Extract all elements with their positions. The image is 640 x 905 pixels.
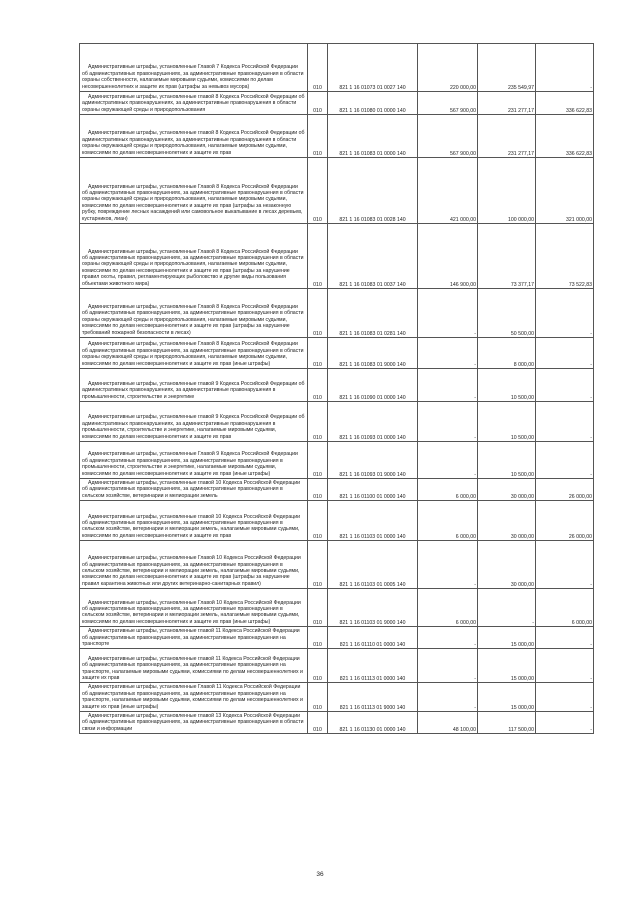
- row-executed: 235 549,97: [478, 44, 536, 92]
- row-name: [80, 44, 308, 92]
- row-name: [80, 712, 308, 734]
- row-approved: -: [418, 402, 478, 442]
- row-name-text: Административные штрафы, установленные главой 13 Кодекса Российской Федерации об административных правонарушениях, за административные правонарушения в области связи и информации: [82, 713, 304, 732]
- row-executed: 15 000,00: [478, 683, 536, 712]
- row-code: 010: [308, 92, 328, 115]
- row-kbk: 821 1 16 01130 01 0000 140: [328, 712, 418, 734]
- row-approved: 567 900,00: [418, 115, 478, 158]
- row-executed: 10 500,00: [478, 442, 536, 479]
- row-executed: 8 000,00: [478, 338, 536, 369]
- page-number: 36: [316, 871, 324, 878]
- row-kbk: 821 1 16 01083 01 0000 140: [328, 115, 418, 158]
- row-kbk: 821 1 16 01073 01 0027 140: [328, 44, 418, 92]
- table-row: [80, 479, 594, 501]
- row-approved: -: [418, 289, 478, 338]
- row-executed: 30 000,00: [478, 541, 536, 589]
- table-row: [80, 44, 594, 92]
- row-unexecuted: -: [536, 541, 594, 589]
- row-unexecuted: -: [536, 442, 594, 479]
- row-executed: 117 500,00: [478, 712, 536, 734]
- row-kbk: 821 1 16 01113 01 0000 140: [328, 649, 418, 683]
- table-row: [80, 501, 594, 541]
- row-name-text: Административные штрафы, установленные Главой 10 Кодекса Российской Федерации об административных правонарушениях, за административные правонарушения в сельском хозяйстве, ветеринарии и мелиорации земель, налагаемые мировыми судьями, комиссиями по делам несовершеннолетних и защите их прав (штрафы за нарушение правил карантина животных или других ветеринарно-санитарных правил): [82, 555, 301, 587]
- row-name: [80, 92, 308, 115]
- row-name-text: Административные штрафы, установленные Главой 8 Кодекса Российской Федерации об административных правонарушениях, за административные правонарушения в области охраны окружающей среды и природопользования, налагаемые мировыми судьями, комиссиями по делам несовершеннолетних и защите их прав (иные штрафы): [82, 341, 304, 367]
- row-name: [80, 158, 308, 224]
- row-unexecuted: -: [536, 683, 594, 712]
- table-row: [80, 649, 594, 683]
- row-unexecuted: 26 000,00: [536, 479, 594, 501]
- row-approved: 6 000,00: [418, 479, 478, 501]
- row-code: 010: [308, 289, 328, 338]
- row-name-text: Административные штрафы, установленные Главой 10 Кодекса Российской Федерации об административных правонарушениях, за административные правонарушения в сельском хозяйстве, ветеринарии и мелиорации земель, налагаемые мировыми судьями, комиссиями по делам несовершеннолетних и защите их прав (иные штрафы): [82, 599, 301, 625]
- row-code: 010: [308, 479, 328, 501]
- row-name: [80, 541, 308, 589]
- row-name: [80, 442, 308, 479]
- row-executed: 15 000,00: [478, 649, 536, 683]
- row-kbk: 821 1 16 01090 01 0000 140: [328, 369, 418, 402]
- row-approved: 48 100,00: [418, 712, 478, 734]
- table-row: [80, 338, 594, 369]
- row-unexecuted: -: [536, 649, 594, 683]
- row-approved: -: [418, 627, 478, 649]
- row-name: [80, 649, 308, 683]
- row-name-text: Административные штрафы, установленные Главой 8 Кодекса Российской Федерации об административных правонарушениях, за административные правонарушения в области охраны окружающей среды и природопользования, налагаемые мировыми судьями, комиссиями по делам несовершеннолетних и защите их прав (штрафы за незаконную рубку, повреждение лесных насаждений или самовольное выкапывание в лесах деревьев, кустарников, лиан): [82, 183, 304, 222]
- row-approved: -: [418, 541, 478, 589]
- row-approved: 6 000,00: [418, 501, 478, 541]
- row-approved: 421 000,00: [418, 158, 478, 224]
- row-name-text: Административные штрафы, установленные Главой 9 Кодекса Российской Федерации об административных правонарушениях, за административные правонарушения в промышленности, строительстве и энергетике, налагаемые мировыми судьями, комиссиями по делам несовершеннолетних и защите их прав (иные штрафы): [82, 451, 298, 477]
- row-unexecuted: 336 622,83: [536, 115, 594, 158]
- row-name-text: Административные штрафы, установленные Главой 11 Кодекса Российской Федерации об административных правонарушениях, за административные правонарушения на транспорте, налагаемые мировыми судьями, комиссиями по делам несовершеннолетних и защите их прав (иные штрафы): [82, 684, 303, 710]
- row-code: 010: [308, 402, 328, 442]
- table-row: [80, 289, 594, 338]
- row-code: 010: [308, 589, 328, 627]
- row-unexecuted: 73 522,83: [536, 224, 594, 289]
- row-kbk: 821 1 16 01083 01 0281 140: [328, 289, 418, 338]
- row-kbk: 821 1 16 01103 01 0005 140: [328, 541, 418, 589]
- table-row: [80, 683, 594, 712]
- row-kbk: 821 1 16 01103 01 9000 140: [328, 589, 418, 627]
- row-executed: -: [478, 589, 536, 627]
- row-name-text: Административные штрафы, установленные главой 8 Кодекса Российской Федерации об административных правонарушениях, за административные правонарушения в области охраны окружающей среды и природопользования: [82, 93, 305, 113]
- row-name: [80, 224, 308, 289]
- row-code: 010: [308, 683, 328, 712]
- row-code: 010: [308, 224, 328, 289]
- row-approved: -: [418, 369, 478, 402]
- row-unexecuted: 26 000,00: [536, 501, 594, 541]
- row-executed: 73 377,17: [478, 224, 536, 289]
- row-name-text: Административные штрафы, установленные главой 11 Кодекса Российской Федерации об административных правонарушениях, за административные правонарушения на транспорте: [82, 628, 300, 648]
- row-kbk: 821 1 16 01080 01 0000 140: [328, 92, 418, 115]
- row-code: 010: [308, 442, 328, 479]
- row-executed: 10 500,00: [478, 369, 536, 402]
- table-row: [80, 92, 594, 115]
- row-kbk: 821 1 16 01093 01 9000 140: [328, 442, 418, 479]
- row-kbk: 821 1 16 01083 01 0028 140: [328, 158, 418, 224]
- table-row: [80, 115, 594, 158]
- row-name: [80, 338, 308, 369]
- row-name: [80, 589, 308, 627]
- row-unexecuted: -: [536, 402, 594, 442]
- row-unexecuted: 336 622,83: [536, 92, 594, 115]
- table-row: [80, 627, 594, 649]
- row-executed: 231 277,17: [478, 92, 536, 115]
- row-unexecuted: -: [536, 712, 594, 734]
- row-code: 010: [308, 501, 328, 541]
- row-approved: 6 000,00: [418, 589, 478, 627]
- row-name-text: Административные штрафы, установленные главой 9 Кодекса Российской Федерации об административных правонарушениях, за административные правонарушения в промышленности, строительстве и энергетике: [82, 380, 305, 400]
- row-code: 010: [308, 338, 328, 369]
- row-approved: -: [418, 338, 478, 369]
- table-row: [80, 369, 594, 402]
- row-name: [80, 479, 308, 501]
- row-name-text: Административные штрафы, установленные главой 9 Кодекса Российской Федерации об административных правонарушениях, за административные правонарушения в промышленности, строительстве и энергетике, налагаемые мировыми судьями, комиссиями по делам несовершеннолетних и защите их прав: [82, 414, 305, 440]
- row-executed: 30 000,00: [478, 479, 536, 501]
- row-name: [80, 402, 308, 442]
- row-unexecuted: 6 000,00: [536, 589, 594, 627]
- table-row: [80, 541, 594, 589]
- row-code: 010: [308, 115, 328, 158]
- row-kbk: 821 1 16 01083 01 9000 140: [328, 338, 418, 369]
- row-code: 010: [308, 649, 328, 683]
- row-executed: 231 277,17: [478, 115, 536, 158]
- row-kbk: 821 1 16 01083 01 0037 140: [328, 224, 418, 289]
- table-row: [80, 712, 594, 734]
- budget-execution-table: [79, 43, 594, 734]
- table-body: [80, 44, 594, 734]
- row-approved: 146 900,00: [418, 224, 478, 289]
- row-executed: 15 000,00: [478, 627, 536, 649]
- row-executed: 30 000,00: [478, 501, 536, 541]
- row-name: [80, 683, 308, 712]
- row-name-text: Административные штрафы, установленные главой 8 Кодекса Российской Федерации об административных правонарушениях, за административные правонарушения в области охраны окружающей среды и природопользования, налагаемые мировыми судьями, комиссиями по делам несовершеннолетних и защите их прав: [82, 130, 305, 156]
- row-name-text: Административные штрафы, установленные Главой 8 Кодекса Российской Федерации об административных правонарушениях, за административные правонарушения в области охраны окружающей среды и природопользования, налагаемые мировыми судьями, комиссиями по делам несовершеннолетних и защите их прав (штрафы за нарушение правил охоты, правил, регламентирующих рыболовство и другие виды пользования объектами животного мира): [82, 248, 304, 287]
- row-kbk: 821 1 16 01100 01 0000 140: [328, 479, 418, 501]
- table-row: [80, 589, 594, 627]
- row-code: 010: [308, 369, 328, 402]
- row-kbk: 821 1 16 01103 01 0000 140: [328, 501, 418, 541]
- row-name: [80, 115, 308, 158]
- row-name: [80, 289, 308, 338]
- row-executed: 10 500,00: [478, 402, 536, 442]
- row-executed: 50 500,00: [478, 289, 536, 338]
- row-name-text: Административные штрафы, установленные Главой 8 Кодекса Российской Федерации об административных правонарушениях, за административные правонарушения в области охраны окружающей среды и природопользования, налагаемые мировыми судьями, комиссиями по делам несовершеннолетних и защите их прав (штрафы за нарушение требований пожарной безопасности в лесах): [82, 303, 304, 336]
- row-approved: 567 900,00: [418, 92, 478, 115]
- row-name-text: Административные штрафы, установленные главой 11 Кодекса Российской Федерации об административных правонарушениях, за административные правонарушения на транспорте, налагаемые мировыми судьями, комиссиями по делам несовершеннолетних и защите их прав: [82, 655, 303, 682]
- row-approved: 220 000,00: [418, 44, 478, 92]
- row-code: 010: [308, 44, 328, 92]
- table-row: [80, 402, 594, 442]
- row-unexecuted: -: [536, 627, 594, 649]
- row-name-text: Административные штрафы, установленные главой 10 Кодекса Российской Федерации об административных правонарушениях, за административные правонарушения в сельском хозяйстве, ветеринарии и мелиорации земель: [82, 480, 301, 499]
- row-kbk: 821 1 16 01093 01 0000 140: [328, 402, 418, 442]
- row-name: [80, 627, 308, 649]
- row-name: [80, 501, 308, 541]
- row-unexecuted: -: [536, 289, 594, 338]
- row-code: 010: [308, 627, 328, 649]
- table-row: [80, 442, 594, 479]
- row-code: 010: [308, 158, 328, 224]
- row-name-text: Административные штрафы, установленные Главой 7 Кодекса Российской Федерации об административных правонарушениях, за административные правонарушения в области охраны собственности, налагаемые мировыми судьями, комиссиями по делам несовершеннолетних и защите их прав (штрафы за невывоз мусора): [82, 64, 304, 90]
- row-approved: -: [418, 442, 478, 479]
- row-code: 010: [308, 712, 328, 734]
- row-unexecuted: 321 000,00: [536, 158, 594, 224]
- table-row: [80, 224, 594, 289]
- row-name-text: Административные штрафы, установленные главой 10 Кодекса Российской Федерации об административных правонарушениях, за административные правонарушения в сельском хозяйстве, ветеринарии и мелиорации земель, налагаемые мировыми судьями, комиссиями по делам несовершеннолетних и защите их прав: [82, 513, 301, 539]
- row-name: [80, 369, 308, 402]
- row-unexecuted: -: [536, 369, 594, 402]
- row-approved: -: [418, 683, 478, 712]
- table-row: [80, 158, 594, 224]
- row-kbk: 821 1 16 01113 01 9000 140: [328, 683, 418, 712]
- row-kbk: 821 1 16 01110 01 0000 140: [328, 627, 418, 649]
- row-code: 010: [308, 541, 328, 589]
- row-executed: 100 000,00: [478, 158, 536, 224]
- row-unexecuted: -: [536, 44, 594, 92]
- row-unexecuted: -: [536, 338, 594, 369]
- row-approved: -: [418, 649, 478, 683]
